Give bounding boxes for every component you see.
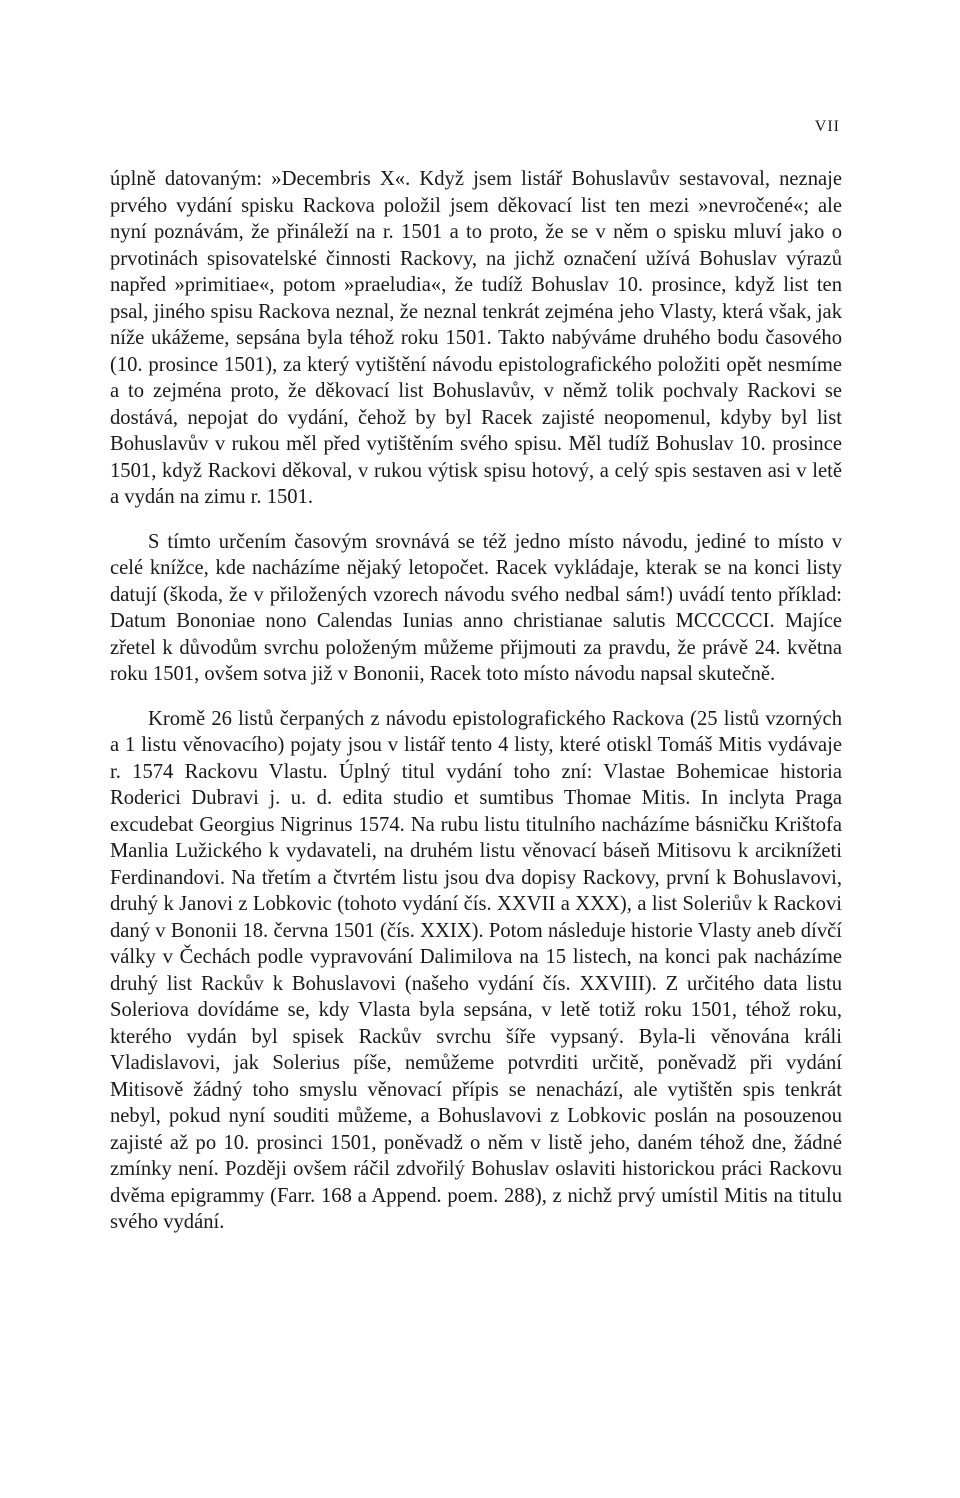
paragraph-2: S tímto určením časovým srovnává se též jedno místo návodu, jediné to místo v celé knížce, kde nacházíme nějaký letopočet. Racek vykládaje, kterak se na konci listy datují (škoda, že v přiložených vzorech návodu svého nedbal sám!) uvádí tento příklad: Datum Bononiae nono Calendas Iunias anno christianae salutis MCCCCCI. Majíce zřetel k důvodům svrchu položeným můžeme přijmouti za pravdu, že právě 24. května roku 1501, ovšem sotva již v Bononii, Racek toto místo návodu napsal skutečně.	[110, 530, 842, 685]
paragraph-1: úplně datovaným: »Decembris X«. Když jsem listář Bohuslavův sestavoval, neznaje prvého vydání spisku Rackova položil jsem děkovací list ten mezi »nevročené«; ale nyní poznávám, že přináleží na r. 1501 a to proto, že se v něm o spisku mluví jako o prvotinách spisovatelské činnosti Rackovy, na jichž označení užívá Bohuslav výrazů napřed »primitiae«, potom »praeludia«, že tudíž Bohuslav 10. prosince, když list ten psal, jiného spisu Rackova neznal, že neznal tenkrát zejména jeho Vlasty, která však, jak níže ukážeme, sepsána byla téhož roku 1501. Takto nabýváme druhého bodu časového (10. prosince 1501), za který vytištění návodu epistolografického položiti opět nesmíme a to zejména proto, že děkovací list Bohuslavův, v němž tolik pochvaly Rackovi se dostává, nepojat do vydání, čehož by byl Racek zajisté neopomenul, kdyby byl list Bohuslavův v rukou měl před vytištěním svého spisu. Měl tudíž Bohuslav 10. prosince 1501, když Rackovi děkoval, v rukou výtisk spisu hotový, a celý spis sestaven asi v letě a vydán na zimu r. 1501.	[110, 168, 842, 508]
page-number: VII	[814, 118, 840, 135]
paragraph-3: Kromě 26 listů čerpaných z návodu epistolografického Rackova (25 listů vzorných a 1 listu věnovacího) pojaty jsou v listář tento 4 listy, které otiskl Tomáš Mitis vydávaje r. 1574 Rackovu Vlastu. Úplný titul vydání toho zní: Vlastae Bohemicae historia Roderici Dubravi j. u. d. edita studio et sumtibus Thomae Mitis. In inclyta Praga excudebat Georgius Nigrinus 1574. Na rubu listu titulního nacházíme básničku Krištofa Manlia Lužického k vydavateli, na druhém listu věnovací báseň Mitisovu k arciknížeti Ferdinandovi. Na třetím a čtvrtém listu jsou dva dopisy Rackovy, první k Bohuslavovi, druhý k Janovi z Lobkovic (tohoto vydání čís. XXVII a XXX), a list Soleriův k Rackovi daný v Bononii 18. června 1501 (čís. XXIX). Potom následuje historie Vlasty aneb dívčí války v Čechách podle vypravování Dalimilova na 15 listech, na konci pak nacházíme druhý list Rackův k Bohuslavovi (našeho vydání čís. XXVIII). Z určitého data listu Soleriova dovídáme se, kdy Vlasta byla sepsána, v letě totiž roku 1501, téhož roku, kterého vydán byl spisek Rackův svrchu šíře vypsaný. Byla-li věnována králi Vladislavovi, jak Solerius píše, nemůžeme potvrditi určitě, poněvadž při vydání Mitisově žádný toho smyslu věnovací přípis se nenachází, ale vytištěn spis tenkrát nebyl, pokud nyní souditi můžeme, a Bohuslavovi z Lobkovic poslán na posouzenou zajisté až po 10. prosinci 1501, poněvadž o něm v listě jeho, daném téhož dne, žádné zmínky není. Později ovšem ráčil zdvořilý Bohuslav oslaviti historickou práci Rackovu dvěma epigrammy (Farr. 168 a Append. poem. 288), z nichž prvý umístil Mitis na titulu svého vydání.	[110, 707, 842, 1233]
body-text	[110, 166, 842, 1236]
